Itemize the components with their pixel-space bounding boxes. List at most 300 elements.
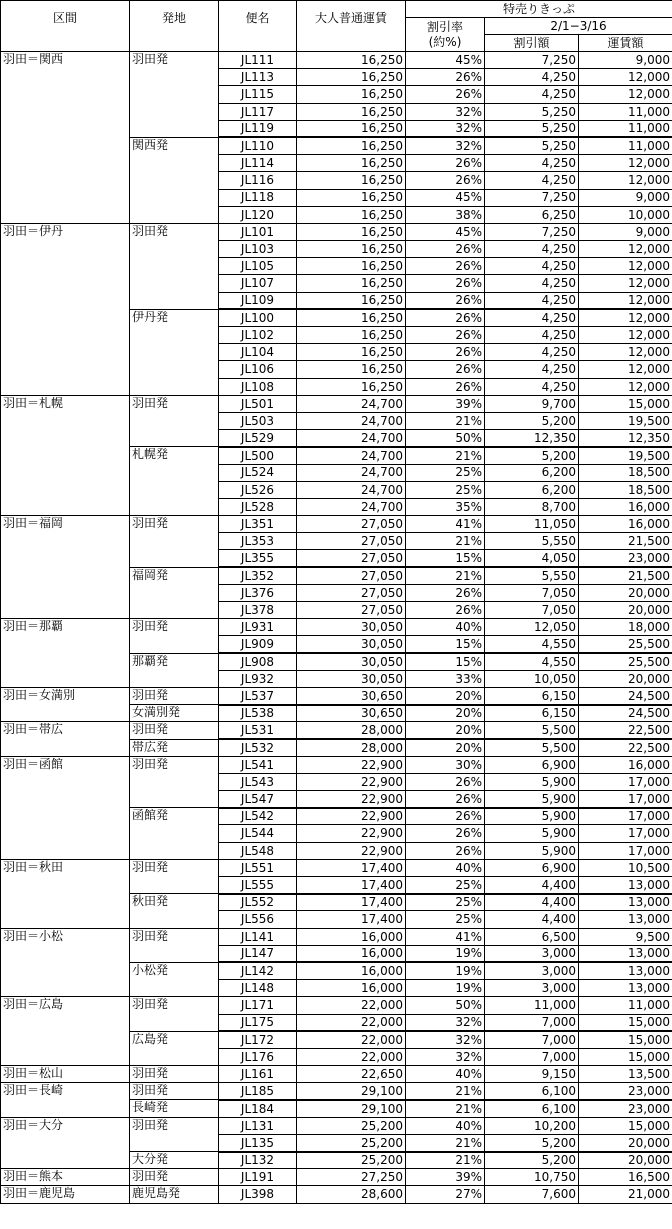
discount-amount-cell: 4,550 — [485, 636, 579, 653]
discount-amount-cell: 4,250 — [485, 86, 579, 103]
flight-number-cell: JL555 — [219, 877, 297, 894]
discount-amount-cell: 5,250 — [485, 103, 579, 120]
table-row — [1, 1186, 672, 1203]
normal-fare-cell: 16,250 — [297, 275, 406, 292]
flight-number-cell: JL141 — [219, 928, 297, 945]
discount-rate-cell: 19% — [406, 962, 485, 979]
normal-fare-cell: 16,250 — [297, 69, 406, 86]
route-cell: 羽田＝福岡 — [1, 516, 130, 619]
discount-amount-cell: 4,400 — [485, 911, 579, 928]
flight-number-cell: JL147 — [219, 945, 297, 962]
table-row — [1, 928, 672, 945]
flight-number-cell: JL548 — [219, 842, 297, 859]
fare-amount-cell: 16,000 — [579, 498, 672, 515]
fare-amount-cell: 16,000 — [579, 516, 672, 533]
origin-cell: 帯広発 — [130, 739, 219, 756]
discount-rate-cell: 26% — [406, 602, 485, 619]
discount-rate-cell: 21% — [406, 1083, 485, 1100]
normal-fare-cell: 27,050 — [297, 533, 406, 550]
discount-rate-cell: 45% — [406, 52, 485, 69]
normal-fare-cell: 16,250 — [297, 189, 406, 206]
fare-amount-cell: 18,000 — [579, 619, 672, 636]
discount-rate-cell: 21% — [406, 447, 485, 464]
discount-rate-cell: 41% — [406, 928, 485, 945]
discount-amount-cell: 6,100 — [485, 1083, 579, 1100]
origin-cell: 羽田発 — [130, 223, 219, 309]
fare-amount-cell: 21,500 — [579, 567, 672, 584]
discount-rate-cell: 26% — [406, 258, 485, 275]
discount-rate-cell: 15% — [406, 550, 485, 567]
route-cell: 羽田＝那覇 — [1, 619, 130, 688]
discount-amount-cell: 4,250 — [485, 327, 579, 344]
flight-number-cell: JL528 — [219, 498, 297, 515]
fare-amount-cell: 13,000 — [579, 980, 672, 997]
discount-amount-cell: 6,100 — [485, 1100, 579, 1117]
normal-fare-cell: 30,050 — [297, 636, 406, 653]
normal-fare-cell: 16,250 — [297, 241, 406, 258]
fare-amount-cell: 24,500 — [579, 687, 672, 704]
normal-fare-cell: 27,050 — [297, 584, 406, 601]
discount-rate-cell: 20% — [406, 705, 485, 722]
origin-cell: 伊丹発 — [130, 309, 219, 395]
fare-amount-cell: 10,500 — [579, 859, 672, 876]
fare-amount-cell: 13,000 — [579, 945, 672, 962]
table-row — [1, 1066, 672, 1083]
discount-rate-cell: 25% — [406, 911, 485, 928]
table-row — [1, 619, 672, 636]
discount-amount-cell: 6,200 — [485, 481, 579, 498]
flight-number-cell: JL106 — [219, 361, 297, 378]
discount-amount-cell: 4,250 — [485, 292, 579, 309]
fare-amount-cell: 9,000 — [579, 52, 672, 69]
discount-amount-cell: 4,250 — [485, 378, 579, 395]
flight-number-cell: JL524 — [219, 464, 297, 481]
flight-number-cell: JL352 — [219, 567, 297, 584]
fare-amount-cell: 17,000 — [579, 773, 672, 790]
flight-number-cell: JL931 — [219, 619, 297, 636]
fare-amount-cell: 22,500 — [579, 739, 672, 756]
normal-fare-cell: 22,000 — [297, 1031, 406, 1048]
header-origin: 発地 — [130, 1, 219, 52]
normal-fare-cell: 22,000 — [297, 1048, 406, 1065]
normal-fare-cell: 28,000 — [297, 722, 406, 739]
flight-number-cell: JL541 — [219, 756, 297, 773]
discount-amount-cell: 4,250 — [485, 69, 579, 86]
normal-fare-cell: 24,700 — [297, 447, 406, 464]
discount-rate-cell: 20% — [406, 739, 485, 756]
discount-rate-cell: 32% — [406, 137, 485, 154]
fare-amount-cell: 12,000 — [579, 309, 672, 326]
discount-amount-cell: 4,250 — [485, 275, 579, 292]
origin-cell: 福岡発 — [130, 567, 219, 619]
flight-number-cell: JL113 — [219, 69, 297, 86]
discount-rate-cell: 21% — [406, 1152, 485, 1169]
normal-fare-cell: 24,700 — [297, 464, 406, 481]
fare-amount-cell: 9,000 — [579, 189, 672, 206]
flight-number-cell: JL119 — [219, 120, 297, 137]
normal-fare-cell: 16,250 — [297, 137, 406, 154]
discount-amount-cell: 5,900 — [485, 808, 579, 825]
origin-cell: 羽田発 — [130, 928, 219, 962]
fare-amount-cell: 20,000 — [579, 1152, 672, 1169]
fare-amount-cell: 23,000 — [579, 1100, 672, 1117]
discount-amount-cell: 7,050 — [485, 584, 579, 601]
normal-fare-cell: 27,050 — [297, 516, 406, 533]
normal-fare-cell: 16,000 — [297, 962, 406, 979]
fare-amount-cell: 13,000 — [579, 894, 672, 911]
origin-cell: 羽田発 — [130, 1066, 219, 1083]
fare-amount-cell: 12,000 — [579, 86, 672, 103]
flight-number-cell: JL501 — [219, 395, 297, 412]
route-cell: 羽田＝小松 — [1, 928, 130, 997]
discount-rate-cell: 19% — [406, 980, 485, 997]
discount-rate-cell: 45% — [406, 189, 485, 206]
flight-number-cell: JL376 — [219, 584, 297, 601]
header-discount-rate: 割引率 (約%) — [406, 18, 485, 52]
discount-rate-cell: 38% — [406, 206, 485, 223]
normal-fare-cell: 22,900 — [297, 825, 406, 842]
table-row — [1, 1117, 672, 1134]
origin-cell: 羽田発 — [130, 722, 219, 739]
header-tokubai: 特売りきっぷ — [406, 1, 672, 18]
origin-cell: 羽田発 — [130, 1117, 219, 1151]
fare-amount-cell: 18,500 — [579, 481, 672, 498]
origin-cell: 羽田発 — [130, 687, 219, 704]
discount-amount-cell: 7,250 — [485, 52, 579, 69]
discount-amount-cell: 7,600 — [485, 1186, 579, 1203]
flight-number-cell: JL378 — [219, 602, 297, 619]
fare-amount-cell: 15,000 — [579, 395, 672, 412]
fare-amount-cell: 12,000 — [579, 241, 672, 258]
discount-amount-cell: 6,150 — [485, 687, 579, 704]
normal-fare-cell: 22,900 — [297, 791, 406, 808]
fare-amount-cell: 21,500 — [579, 533, 672, 550]
discount-amount-cell: 11,000 — [485, 997, 579, 1014]
fare-amount-cell: 20,000 — [579, 670, 672, 687]
normal-fare-cell: 27,250 — [297, 1169, 406, 1186]
discount-amount-cell: 6,500 — [485, 928, 579, 945]
origin-cell: 女満別発 — [130, 705, 219, 722]
discount-amount-cell: 7,000 — [485, 1031, 579, 1048]
discount-amount-cell: 10,750 — [485, 1169, 579, 1186]
origin-cell: 羽田発 — [130, 859, 219, 893]
table-row — [1, 756, 672, 773]
table-row — [1, 223, 672, 240]
table-row — [1, 687, 672, 704]
discount-rate-cell: 26% — [406, 275, 485, 292]
table-body — [1, 52, 672, 1204]
discount-amount-cell: 10,050 — [485, 670, 579, 687]
discount-amount-cell: 5,500 — [485, 722, 579, 739]
flight-number-cell: JL500 — [219, 447, 297, 464]
discount-rate-cell: 25% — [406, 894, 485, 911]
discount-amount-cell: 5,200 — [485, 412, 579, 429]
flight-number-cell: JL131 — [219, 1117, 297, 1134]
normal-fare-cell: 27,050 — [297, 550, 406, 567]
discount-rate-cell: 26% — [406, 155, 485, 172]
discount-rate-cell: 39% — [406, 1169, 485, 1186]
flight-number-cell: JL532 — [219, 739, 297, 756]
flight-number-cell: JL116 — [219, 172, 297, 189]
origin-cell: 秋田発 — [130, 894, 219, 928]
table-header — [1, 1, 672, 52]
discount-rate-cell: 26% — [406, 344, 485, 361]
normal-fare-cell: 16,250 — [297, 361, 406, 378]
discount-amount-cell: 8,700 — [485, 498, 579, 515]
normal-fare-cell: 22,000 — [297, 997, 406, 1014]
flight-number-cell: JL355 — [219, 550, 297, 567]
route-cell: 羽田＝松山 — [1, 1066, 130, 1083]
origin-cell: 大分発 — [130, 1152, 219, 1169]
flight-number-cell: JL932 — [219, 670, 297, 687]
discount-amount-cell: 3,000 — [485, 962, 579, 979]
flight-number-cell: JL184 — [219, 1100, 297, 1117]
header-normal-fare: 大人普通運賃 — [297, 1, 406, 52]
table-row — [1, 859, 672, 876]
discount-amount-cell: 4,250 — [485, 172, 579, 189]
fare-amount-cell: 21,000 — [579, 1186, 672, 1203]
normal-fare-cell: 24,700 — [297, 481, 406, 498]
flight-number-cell: JL111 — [219, 52, 297, 69]
fare-amount-cell: 23,000 — [579, 1083, 672, 1100]
discount-rate-cell: 40% — [406, 1066, 485, 1083]
table-row — [1, 395, 672, 412]
discount-rate-cell: 25% — [406, 877, 485, 894]
normal-fare-cell: 16,250 — [297, 86, 406, 103]
table-row — [1, 1083, 672, 1100]
normal-fare-cell: 22,000 — [297, 1014, 406, 1031]
discount-amount-cell: 5,900 — [485, 773, 579, 790]
origin-cell: 羽田発 — [130, 756, 219, 808]
discount-rate-cell: 21% — [406, 1134, 485, 1151]
normal-fare-cell: 22,650 — [297, 1066, 406, 1083]
normal-fare-cell: 30,050 — [297, 619, 406, 636]
flight-number-cell: JL161 — [219, 1066, 297, 1083]
discount-rate-cell: 32% — [406, 120, 485, 137]
flight-number-cell: JL109 — [219, 292, 297, 309]
route-cell: 羽田＝秋田 — [1, 859, 130, 928]
discount-amount-cell: 6,900 — [485, 859, 579, 876]
normal-fare-cell: 16,250 — [297, 258, 406, 275]
fare-amount-cell: 17,000 — [579, 791, 672, 808]
flight-number-cell: JL529 — [219, 430, 297, 447]
route-cell: 羽田＝広島 — [1, 997, 130, 1066]
discount-amount-cell: 7,050 — [485, 602, 579, 619]
fare-amount-cell: 12,000 — [579, 327, 672, 344]
origin-cell: 羽田発 — [130, 395, 219, 447]
discount-rate-cell: 20% — [406, 722, 485, 739]
discount-rate-cell: 32% — [406, 1014, 485, 1031]
origin-cell: 羽田発 — [130, 516, 219, 568]
discount-amount-cell: 4,250 — [485, 258, 579, 275]
fare-amount-cell: 11,000 — [579, 137, 672, 154]
fare-amount-cell: 13,000 — [579, 962, 672, 979]
discount-rate-cell: 40% — [406, 619, 485, 636]
discount-amount-cell: 4,250 — [485, 155, 579, 172]
flight-number-cell: JL108 — [219, 378, 297, 395]
normal-fare-cell: 30,050 — [297, 653, 406, 670]
normal-fare-cell: 30,650 — [297, 687, 406, 704]
discount-rate-cell: 50% — [406, 430, 485, 447]
fare-amount-cell: 11,000 — [579, 103, 672, 120]
header-period: 2/1−3/16 — [485, 18, 672, 35]
route-cell: 羽田＝伊丹 — [1, 223, 130, 395]
discount-rate-cell: 21% — [406, 533, 485, 550]
discount-rate-cell: 39% — [406, 395, 485, 412]
flight-number-cell: JL351 — [219, 516, 297, 533]
normal-fare-cell: 16,250 — [297, 155, 406, 172]
discount-amount-cell: 12,350 — [485, 430, 579, 447]
discount-rate-cell: 15% — [406, 653, 485, 670]
flight-number-cell: JL103 — [219, 241, 297, 258]
normal-fare-cell: 24,700 — [297, 412, 406, 429]
discount-rate-cell: 26% — [406, 584, 485, 601]
fare-amount-cell: 19,500 — [579, 412, 672, 429]
origin-cell: 広島発 — [130, 1031, 219, 1065]
discount-amount-cell: 4,250 — [485, 241, 579, 258]
flight-number-cell: JL118 — [219, 189, 297, 206]
normal-fare-cell: 16,000 — [297, 980, 406, 997]
fare-amount-cell: 12,000 — [579, 344, 672, 361]
flight-number-cell: JL526 — [219, 481, 297, 498]
flight-number-cell: JL503 — [219, 412, 297, 429]
discount-amount-cell: 4,400 — [485, 894, 579, 911]
discount-amount-cell: 12,050 — [485, 619, 579, 636]
fare-amount-cell: 17,000 — [579, 842, 672, 859]
route-cell: 羽田＝関西 — [1, 52, 130, 224]
discount-amount-cell: 4,400 — [485, 877, 579, 894]
normal-fare-cell: 16,250 — [297, 344, 406, 361]
fare-amount-cell: 12,000 — [579, 275, 672, 292]
normal-fare-cell: 29,100 — [297, 1100, 406, 1117]
discount-amount-cell: 6,250 — [485, 206, 579, 223]
flight-number-cell: JL353 — [219, 533, 297, 550]
fare-amount-cell: 12,000 — [579, 258, 672, 275]
flight-number-cell: JL551 — [219, 859, 297, 876]
table-row — [1, 52, 672, 69]
discount-rate-cell: 26% — [406, 241, 485, 258]
flight-number-cell: JL537 — [219, 687, 297, 704]
route-cell: 羽田＝女満別 — [1, 687, 130, 721]
discount-amount-cell: 5,200 — [485, 1134, 579, 1151]
route-cell: 羽田＝大分 — [1, 1117, 130, 1169]
fare-amount-cell: 11,000 — [579, 997, 672, 1014]
fare-amount-cell: 12,000 — [579, 361, 672, 378]
discount-rate-cell: 25% — [406, 464, 485, 481]
fare-amount-cell: 20,000 — [579, 584, 672, 601]
fare-amount-cell: 13,500 — [579, 1066, 672, 1083]
fare-amount-cell: 12,000 — [579, 378, 672, 395]
flight-number-cell: JL171 — [219, 997, 297, 1014]
fare-amount-cell: 24,500 — [579, 705, 672, 722]
normal-fare-cell: 25,200 — [297, 1152, 406, 1169]
normal-fare-cell: 16,250 — [297, 223, 406, 240]
flight-number-cell: JL102 — [219, 327, 297, 344]
discount-amount-cell: 5,250 — [485, 137, 579, 154]
normal-fare-cell: 16,250 — [297, 292, 406, 309]
fare-amount-cell: 20,000 — [579, 1134, 672, 1151]
discount-rate-cell: 15% — [406, 636, 485, 653]
discount-amount-cell: 9,700 — [485, 395, 579, 412]
fare-amount-cell: 16,500 — [579, 1169, 672, 1186]
discount-rate-cell: 26% — [406, 842, 485, 859]
discount-amount-cell: 4,250 — [485, 344, 579, 361]
normal-fare-cell: 25,200 — [297, 1134, 406, 1151]
discount-amount-cell: 5,900 — [485, 825, 579, 842]
discount-rate-cell: 41% — [406, 516, 485, 533]
normal-fare-cell: 25,200 — [297, 1117, 406, 1134]
normal-fare-cell: 22,900 — [297, 756, 406, 773]
header-flight: 便名 — [219, 1, 297, 52]
discount-amount-cell: 5,500 — [485, 739, 579, 756]
discount-amount-cell: 3,000 — [485, 945, 579, 962]
fare-amount-cell: 13,000 — [579, 877, 672, 894]
fare-amount-cell: 9,000 — [579, 223, 672, 240]
flight-number-cell: JL107 — [219, 275, 297, 292]
discount-rate-cell: 20% — [406, 687, 485, 704]
discount-amount-cell: 7,000 — [485, 1014, 579, 1031]
normal-fare-cell: 24,700 — [297, 498, 406, 515]
flight-number-cell: JL104 — [219, 344, 297, 361]
normal-fare-cell: 17,400 — [297, 859, 406, 876]
discount-amount-cell: 7,250 — [485, 223, 579, 240]
flight-number-cell: JL142 — [219, 962, 297, 979]
flight-number-cell: JL100 — [219, 309, 297, 326]
normal-fare-cell: 16,250 — [297, 378, 406, 395]
flight-number-cell: JL110 — [219, 137, 297, 154]
normal-fare-cell: 17,400 — [297, 911, 406, 928]
flight-number-cell: JL132 — [219, 1152, 297, 1169]
discount-rate-cell: 26% — [406, 378, 485, 395]
normal-fare-cell: 29,100 — [297, 1083, 406, 1100]
discount-amount-cell: 4,550 — [485, 653, 579, 670]
normal-fare-cell: 24,700 — [297, 395, 406, 412]
fare-amount-cell: 13,000 — [579, 911, 672, 928]
flight-number-cell: JL543 — [219, 773, 297, 790]
discount-amount-cell: 5,550 — [485, 567, 579, 584]
flight-number-cell: JL538 — [219, 705, 297, 722]
discount-rate-cell: 33% — [406, 670, 485, 687]
flight-number-cell: JL148 — [219, 980, 297, 997]
discount-amount-cell: 9,150 — [485, 1066, 579, 1083]
discount-amount-cell: 5,200 — [485, 1152, 579, 1169]
fare-amount-cell: 11,000 — [579, 120, 672, 137]
discount-rate-cell: 30% — [406, 756, 485, 773]
flight-number-cell: JL552 — [219, 894, 297, 911]
fare-amount-cell: 16,000 — [579, 756, 672, 773]
discount-rate-cell: 26% — [406, 773, 485, 790]
route-cell: 羽田＝熊本 — [1, 1169, 130, 1186]
normal-fare-cell: 16,250 — [297, 172, 406, 189]
header-route: 区間 — [1, 1, 130, 52]
discount-rate-cell: 27% — [406, 1186, 485, 1203]
flight-number-cell: JL135 — [219, 1134, 297, 1151]
discount-rate-cell: 21% — [406, 1100, 485, 1117]
route-cell: 羽田＝長崎 — [1, 1083, 130, 1117]
discount-amount-cell: 4,050 — [485, 550, 579, 567]
flight-number-cell: JL120 — [219, 206, 297, 223]
origin-cell: 札幌発 — [130, 447, 219, 516]
fare-amount-cell: 12,000 — [579, 69, 672, 86]
route-cell: 羽田＝帯広 — [1, 722, 130, 756]
discount-rate-cell: 26% — [406, 791, 485, 808]
table-row — [1, 1169, 672, 1186]
flight-number-cell: JL544 — [219, 825, 297, 842]
normal-fare-cell: 30,050 — [297, 670, 406, 687]
normal-fare-cell: 17,400 — [297, 894, 406, 911]
fare-amount-cell: 17,000 — [579, 825, 672, 842]
fare-amount-cell: 10,000 — [579, 206, 672, 223]
